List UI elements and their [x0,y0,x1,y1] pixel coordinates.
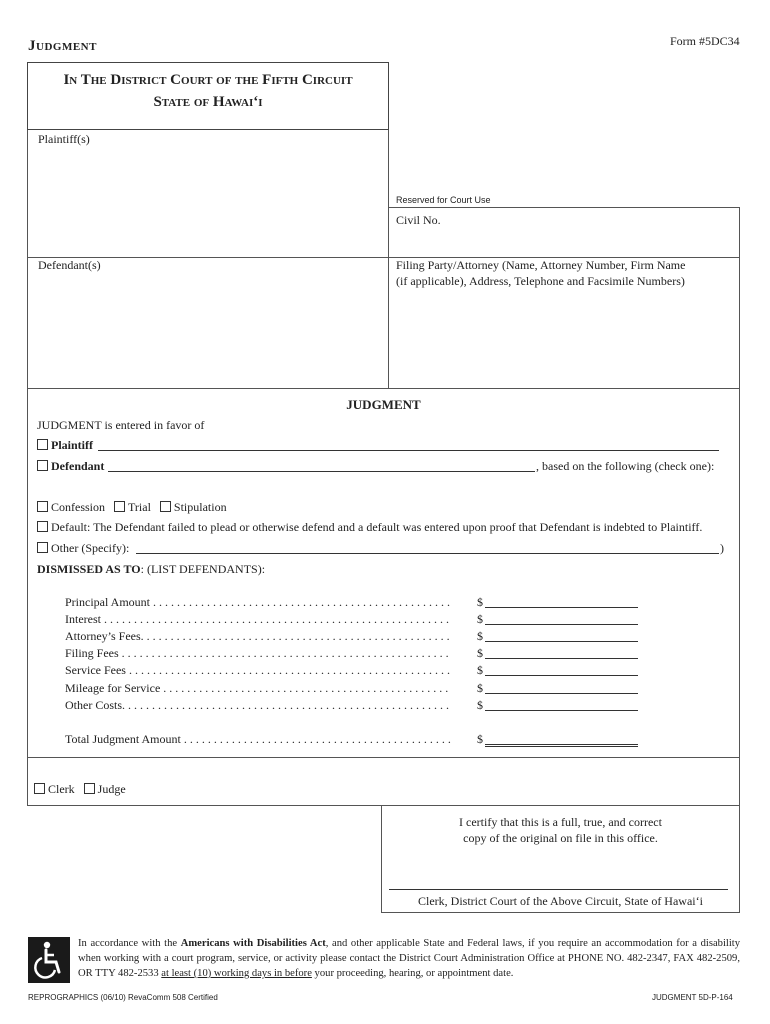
dismissed-as-to [37,562,265,577]
amount-input-line[interactable] [485,624,638,625]
amount-input-line[interactable] [485,641,638,642]
filing-party-line1: Filing Party/Attorney (Name, Attorney Number, Firm Name [396,258,686,272]
parties-divider [388,130,389,388]
default-option[interactable] [37,520,702,535]
trial-checkbox[interactable] [114,501,125,512]
court-use-right-border [739,207,740,388]
dismissed-rest: : (LIST DEFENDANTS): [140,562,266,576]
amount-currency: $ [477,646,483,660]
confession-option[interactable] [37,500,105,514]
amount-input-line[interactable] [485,658,638,659]
amount-currency: $ [477,698,483,712]
defendants-label: Defendant(s) [38,258,101,272]
document-title: Judgment [28,38,97,54]
default-text: Default: The Defendant failed to plead or otherwise defend and a default was entered upon proof that Defendant is indebted to Plaintiff. [51,520,703,534]
judge-option[interactable] [84,782,126,796]
wheelchair-icon-graphic [28,937,70,983]
amount-input-line[interactable] [485,710,638,711]
ada-text-underline: at least (10) working days in before [161,968,312,979]
plaintiff-checkbox[interactable] [37,439,48,450]
amount-label: Service Fees . . . . . . . . . . . . . . . . . . . . . . . . . . . . . . . . . . . . . . . . . . . . . . . . . . . . . . [65,663,450,677]
amount-currency: $ [477,595,483,609]
clerk-signature-line[interactable] [389,889,728,890]
judge-label: Judge [97,782,126,796]
ada-text-a: In accordance with the [78,938,181,949]
signature-divider [27,757,740,758]
plaintiff-option[interactable] [37,438,93,453]
other-label: Other (Specify): [51,541,130,555]
amount-input-line[interactable] [485,693,638,694]
footer-revacomm: RevaComm 508 Certified [128,993,218,1002]
stipulation-label: Stipulation [173,500,227,514]
stipulation-checkbox[interactable] [160,501,171,512]
amount-currency: $ [477,681,483,695]
certify-line1: I certify that this is a full, true, and correct [459,815,662,829]
court-use-top [388,207,740,208]
defendant-option-label: Defendant [51,459,105,473]
amount-label: Principal Amount . . . . . . . . . . . . . . . . . . . . . . . . . . . . . . . . . . . . . . . . . . . . . . . . . . [65,595,450,609]
defendant-option[interactable] [37,459,104,474]
amount-currency: $ [477,612,483,626]
amount-label: Attorney’s Fees. . . . . . . . . . . . . . . . . . . . . . . . . . . . . . . . . . . . . . . . . . . . . . . . . . . . [65,629,450,643]
ada-text-b: , and other applicable State and Federal laws, if you require an accommodation for a disability when working with a court program, service, or activity please contact the District Court Administration Office at PHONE NO. 482-2347, FAX 482-2509, OR TTY 482-2533 [78,938,741,979]
amount-input-line[interactable] [485,607,638,608]
other-checkbox[interactable] [37,542,48,553]
total-amount-label: Total Judgment Amount . . . . . . . . . . . . . . . . . . . . . . . . . . . . . . . . . . . . . . . . . . . . . [65,732,451,746]
amount-label: Filing Fees . . . . . . . . . . . . . . . . . . . . . . . . . . . . . . . . . . . . . . . . . . . . . . . . . . . . . . . [65,646,449,660]
plaintiffs-label: Plaintiff(s) [38,132,90,146]
other-specify-line[interactable] [136,553,719,554]
other-option[interactable] [37,541,129,556]
defendant-name-line[interactable] [108,471,535,472]
plaintiff-option-label: Plaintiff [51,438,93,452]
court-name-line2: State of Hawaiʻi [153,94,263,110]
confession-label: Confession [51,500,105,514]
amount-currency: $ [477,629,483,643]
amount-currency: $ [477,663,483,677]
amount-label: Interest . . . . . . . . . . . . . . . . . . . . . . . . . . . . . . . . . . . . . . . . . . . . . . . . . . . . . . . . . . [65,612,449,626]
judgment-heading: JUDGMENT [346,397,421,412]
judgment-entered-text: JUDGMENT is entered in favor of [37,418,205,432]
reserved-court-use-label: Reserved for Court Use [396,195,491,205]
parties-left-border [27,130,28,388]
total-amount-double-line [485,746,638,747]
other-close-paren: ) [720,541,724,555]
amount-label: Mileage for Service . . . . . . . . . . . . . . . . . . . . . . . . . . . . . . . . . . . . . . . . . . . . . . . . [65,681,449,695]
ada-text-bold: Americans with Disabilities Act [180,938,326,949]
confession-checkbox[interactable] [37,501,48,512]
plaintiff-name-line[interactable] [98,450,719,451]
trial-option[interactable] [114,500,151,514]
total-amount-input-line[interactable] [485,744,638,745]
basis-options-row [37,500,227,515]
certify-line2: copy of the original on file in this office. [463,831,658,845]
form-number: Form #5DC34 [670,34,740,48]
dismissed-bold: DISMISSED AS TO [37,562,141,576]
total-amount-currency: $ [477,732,483,746]
amount-input-line[interactable] [485,675,638,676]
default-checkbox[interactable] [37,521,48,532]
clerk-option[interactable] [34,782,75,796]
signer-options [34,782,126,797]
defendant-checkbox[interactable] [37,460,48,471]
trial-label: Trial [128,500,151,514]
ada-text-c: your proceeding, hearing, or appointment date. [311,968,514,979]
court-name-line1: In The District Court of the Fifth Circuit [63,72,353,88]
filing-party-line2: (if applicable), Address, Telephone and Facsimile Numbers) [396,274,685,288]
footer-form-id: JUDGMENT 5D-P-164 [652,993,733,1002]
clerk-checkbox[interactable] [34,783,45,794]
based-on-text: , based on the following (check one): [536,459,715,473]
ada-notice [78,936,740,981]
footer-reprographics: REPROGRAPHICS (06/10) [28,993,126,1002]
stipulation-option[interactable] [160,500,227,514]
wheelchair-icon [28,937,70,983]
clerk-signature-caption: Clerk, District Court of the Above Circuit, State of Hawaiʻi [418,894,703,908]
civil-no-label: Civil No. [396,213,441,227]
clerk-label: Clerk [48,782,75,796]
judge-checkbox[interactable] [84,783,95,794]
amount-label: Other Costs. . . . . . . . . . . . . . . . . . . . . . . . . . . . . . . . . . . . . . . . . . . . . . . . . . . . . . . [65,698,449,712]
